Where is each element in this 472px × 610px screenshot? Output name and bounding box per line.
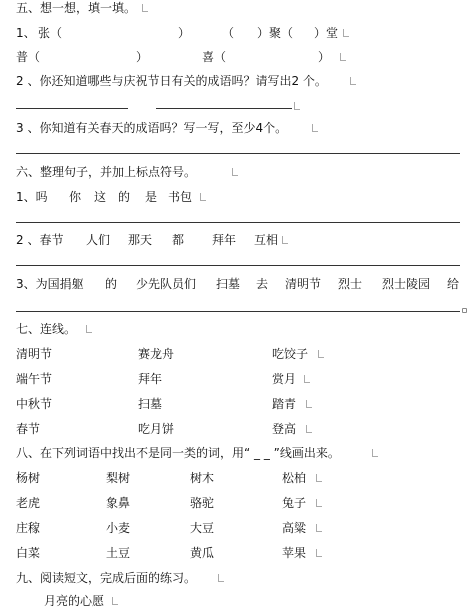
word-item[interactable]: 兔子 [282,496,307,510]
fill-text: ） [318,50,331,64]
fill-text: 张（ [38,26,63,40]
fill-text: ）聚（ [257,26,294,40]
festival-item[interactable]: 端午节 [16,372,53,386]
fill-text: （ [222,26,235,40]
word-tile: 1、吗 [16,190,48,204]
paragraph-mark [306,425,312,433]
word-tile: 扫墓 [216,277,241,291]
word-tile: 书包 [168,190,193,204]
answer-line[interactable] [16,222,460,223]
fill-text: 普（ [16,50,41,64]
answer-line[interactable] [16,311,460,312]
word-tile: 的 [105,277,118,291]
paragraph-mark [86,325,92,333]
word-item[interactable]: 苹果 [282,546,307,560]
word-item[interactable]: 土豆 [106,546,131,560]
word-tile: 烈士 [338,277,363,291]
word-item[interactable]: 老虎 [16,496,41,510]
paragraph-mark [316,549,322,557]
word-tile: 去 [256,277,269,291]
food-item[interactable]: 赏月 [272,372,297,386]
paragraph-mark [232,168,238,176]
word-tile: 人们 [86,233,111,247]
paragraph-mark [218,574,224,582]
paragraph-mark [350,77,356,85]
word-tile: 烈士陵园 [382,277,431,291]
section-8-title: 八、在下列词语中找出不是同一类的词，用“ _ _ ”线画出来。 [16,446,340,460]
section-5-title: 五、想一想，填一填。 [16,1,137,15]
word-item[interactable]: 树木 [190,471,215,485]
paragraph-mark [294,102,300,110]
paragraph-mark [318,350,324,358]
word-item[interactable]: 骆驼 [190,496,215,510]
word-item[interactable]: 小麦 [106,521,131,535]
custom-item[interactable]: 吃月饼 [138,422,175,436]
paragraph-mark [306,400,312,408]
paragraph-mark [340,53,346,61]
paragraph-mark [142,4,148,12]
answer-line[interactable] [16,108,128,109]
food-item[interactable]: 踏青 [272,397,297,411]
paragraph-mark [304,375,310,383]
story-title: 月亮的心愿 [44,594,105,608]
paragraph-mark [372,449,378,457]
word-item[interactable]: 松柏 [282,471,307,485]
paragraph-mark [316,474,322,482]
answer-line[interactable] [16,265,460,266]
word-item[interactable]: 大豆 [190,521,215,535]
word-tile: 的 [118,190,131,204]
question-3: 3 、你知道有关春天的成语吗？写一写，至少4个。 [16,121,288,135]
paragraph-mark [112,597,118,605]
custom-item[interactable]: 扫墓 [138,397,163,411]
word-item[interactable]: 杨树 [16,471,41,485]
word-tile: 这 [94,190,107,204]
word-tile: 互相 [254,233,279,247]
word-item[interactable]: 象鼻 [106,496,131,510]
word-tile: 给 [447,277,460,291]
section-6-title: 六、整理句子，并加上标点符号。 [16,165,197,179]
fill-text: ） [178,26,191,40]
answer-line[interactable] [16,153,460,154]
custom-item[interactable]: 拜年 [138,372,163,386]
word-item[interactable]: 白菜 [16,546,41,560]
paragraph-mark [200,193,206,201]
word-tile: 你 [69,190,82,204]
word-tile: 少先队员们 [136,277,197,291]
question-number: 1、 [16,26,36,40]
word-tile: 清明节 [285,277,322,291]
paragraph-mark [282,236,288,244]
word-tile: 2 、春节 [16,233,64,247]
word-item[interactable]: 庄稼 [16,521,41,535]
question-2: 2 、你还知道哪些与庆祝节日有关的成语吗？请写出2 个。 [16,74,327,88]
word-tile: 那天 [128,233,153,247]
anchor-mark [462,308,467,313]
food-item[interactable]: 登高 [272,422,297,436]
section-9-title: 九、阅读短文，完成后面的练习。 [16,571,197,585]
food-item[interactable]: 吃饺子 [272,347,309,361]
word-item[interactable]: 高粱 [282,521,307,535]
word-item[interactable]: 梨树 [106,471,131,485]
fill-text: ） [136,50,149,64]
answer-line[interactable] [156,108,292,109]
word-item[interactable]: 黄瓜 [190,546,215,560]
paragraph-mark [343,29,349,37]
word-tile: 是 [145,190,158,204]
festival-item[interactable]: 清明节 [16,347,53,361]
section-7-title: 七、连线。 [16,322,77,336]
festival-item[interactable]: 春节 [16,422,41,436]
paragraph-mark [316,499,322,507]
word-tile: 拜年 [212,233,237,247]
fill-text: 喜（ [202,50,227,64]
festival-item[interactable]: 中秋节 [16,397,53,411]
fill-text: ）堂 [314,26,339,40]
custom-item[interactable]: 赛龙舟 [138,347,175,361]
word-tile: 都 [172,233,185,247]
paragraph-mark [312,124,318,132]
paragraph-mark [316,524,322,532]
word-tile: 3、为国捐躯 [16,277,84,291]
